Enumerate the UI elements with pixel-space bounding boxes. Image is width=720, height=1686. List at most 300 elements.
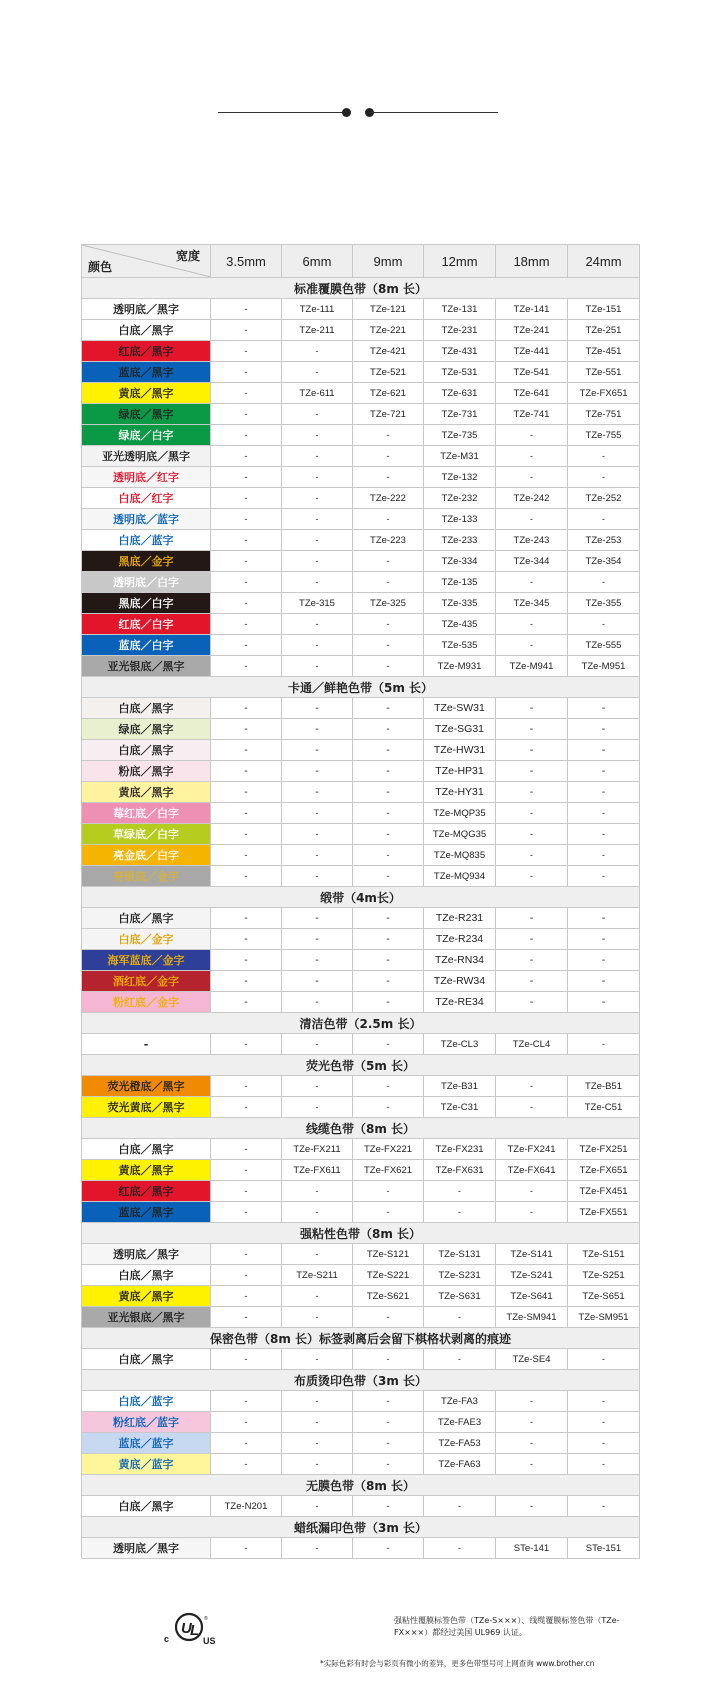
model-cell: - — [211, 929, 282, 950]
model-cell: - — [211, 341, 282, 362]
model-cell: - — [282, 1307, 353, 1328]
model-cell: - — [496, 782, 568, 803]
model-cell: - — [353, 509, 424, 530]
table-row — [82, 404, 640, 425]
model-cell: - — [496, 635, 568, 656]
model-cell: - — [282, 908, 353, 929]
model-cell: TZe-253 — [568, 530, 640, 551]
model-cell: - — [282, 1391, 353, 1412]
model-cell: - — [211, 719, 282, 740]
model-cell: - — [282, 1538, 353, 1559]
table-row — [82, 1139, 640, 1160]
width-label: 宽度 — [175, 249, 200, 263]
table-row — [82, 1160, 640, 1181]
model-cell: - — [211, 614, 282, 635]
model-cell: - — [496, 698, 568, 719]
model-cell: - — [282, 719, 353, 740]
tape-color-label: 酒红底／金字 — [82, 971, 211, 992]
model-cell: TZe-HP31 — [424, 761, 496, 782]
model-cell: - — [353, 1496, 424, 1517]
model-cell: - — [211, 761, 282, 782]
model-cell: TZe-FX621 — [353, 1160, 424, 1181]
model-cell: - — [568, 908, 640, 929]
tape-color-label: 绿底／黑字 — [82, 404, 211, 425]
model-cell: - — [211, 866, 282, 887]
model-cell: TZe-121 — [353, 299, 424, 320]
size-header: 12mm — [424, 245, 496, 278]
model-cell: TZe-S231 — [424, 1265, 496, 1286]
model-cell: TZe-231 — [424, 320, 496, 341]
model-cell: TZe-755 — [568, 425, 640, 446]
model-cell: - — [568, 1454, 640, 1475]
model-cell: - — [211, 1160, 282, 1181]
tape-color-label: 蓝底／蓝字 — [82, 1433, 211, 1454]
svg-text:L: L — [190, 1622, 200, 1639]
tape-color-label: 透明底／蓝字 — [82, 509, 211, 530]
model-cell: TZe-S651 — [568, 1286, 640, 1307]
table-row — [82, 299, 640, 320]
size-header: 9mm — [353, 245, 424, 278]
color-disclaimer-note: *实际色彩有时会与彩页有微小的差异，更多色带型号可上网查询 www.brother.cn — [320, 1659, 595, 1668]
model-cell: - — [353, 1391, 424, 1412]
table-row — [82, 1391, 640, 1412]
table-body — [82, 278, 640, 1559]
model-cell: - — [496, 509, 568, 530]
model-cell: - — [353, 782, 424, 803]
section-title: 保密色带（8m 长）标签剥离后会留下棋格状剥离的痕迹 — [82, 1328, 640, 1349]
model-cell: TZe-S621 — [353, 1286, 424, 1307]
model-cell: TZe-535 — [424, 635, 496, 656]
model-cell: TZe-435 — [424, 614, 496, 635]
model-cell: - — [496, 824, 568, 845]
tape-color-label: 透明底／红字 — [82, 467, 211, 488]
model-cell: TZe-SM941 — [496, 1307, 568, 1328]
tape-color-label: 红底／黑字 — [82, 1181, 211, 1202]
model-cell: - — [496, 425, 568, 446]
model-cell: - — [282, 572, 353, 593]
model-cell: - — [568, 1412, 640, 1433]
tape-color-label: 绿底／黑字 — [82, 719, 211, 740]
model-cell: - — [353, 635, 424, 656]
model-cell: TZe-354 — [568, 551, 640, 572]
tape-color-label: 白底／黑字 — [82, 1496, 211, 1517]
model-cell: - — [211, 1286, 282, 1307]
table-row — [82, 950, 640, 971]
model-cell: TZe-211 — [282, 320, 353, 341]
model-cell: - — [353, 572, 424, 593]
model-cell: TZe-251 — [568, 320, 640, 341]
model-cell: - — [282, 1349, 353, 1370]
table-row — [82, 971, 640, 992]
table-row — [82, 845, 640, 866]
model-cell: TZe-C51 — [568, 1097, 640, 1118]
section-title: 无膜色带（8m 长） — [82, 1475, 640, 1496]
model-cell: - — [568, 803, 640, 824]
model-cell: TZe-325 — [353, 593, 424, 614]
model-cell: - — [568, 866, 640, 887]
model-cell: - — [353, 719, 424, 740]
model-cell: - — [496, 908, 568, 929]
model-cell: - — [568, 845, 640, 866]
model-cell: TZe-MQ835 — [424, 845, 496, 866]
table-row — [82, 383, 640, 404]
model-cell: TZe-222 — [353, 488, 424, 509]
model-cell: TZe-551 — [568, 362, 640, 383]
model-cell: - — [211, 824, 282, 845]
model-cell: - — [353, 1181, 424, 1202]
table-row — [82, 656, 640, 677]
model-cell: TZe-M931 — [424, 656, 496, 677]
tape-color-label: 透明底／白字 — [82, 572, 211, 593]
model-cell: - — [282, 992, 353, 1013]
model-cell: - — [282, 824, 353, 845]
model-cell: - — [211, 425, 282, 446]
model-cell: TZe-FX221 — [353, 1139, 424, 1160]
tape-color-label: 亚光透明底／黑字 — [82, 446, 211, 467]
model-cell: - — [353, 1307, 424, 1328]
model-cell: - — [496, 761, 568, 782]
model-cell: TZe-SG31 — [424, 719, 496, 740]
section-title: 强粘性色带（8m 长） — [82, 1223, 640, 1244]
model-cell: - — [568, 992, 640, 1013]
tape-color-label: 白底／蓝字 — [82, 1391, 211, 1412]
model-cell: - — [353, 1433, 424, 1454]
model-cell: - — [211, 656, 282, 677]
table-row — [82, 1412, 640, 1433]
model-cell: TZe-111 — [282, 299, 353, 320]
model-cell: TZe-345 — [496, 593, 568, 614]
model-cell: - — [282, 551, 353, 572]
model-cell: TZe-HW31 — [424, 740, 496, 761]
model-cell: - — [282, 467, 353, 488]
model-cell: TZe-611 — [282, 383, 353, 404]
section-header-row — [82, 1328, 640, 1349]
size-header: 18mm — [496, 245, 568, 278]
model-cell: TZe-132 — [424, 467, 496, 488]
model-cell: - — [282, 488, 353, 509]
model-cell: - — [282, 1412, 353, 1433]
model-cell: - — [211, 1454, 282, 1475]
tape-color-label: 蓝底／黑字 — [82, 362, 211, 383]
model-cell: TZe-FX651 — [568, 383, 640, 404]
model-cell: TZe-S631 — [424, 1286, 496, 1307]
model-cell: TZe-B51 — [568, 1076, 640, 1097]
model-cell: TZe-151 — [568, 299, 640, 320]
model-cell: - — [211, 992, 282, 1013]
model-cell: - — [568, 1433, 640, 1454]
tape-color-label: 亚光银底／黑字 — [82, 1307, 211, 1328]
model-cell: TZe-S251 — [568, 1265, 640, 1286]
model-cell: - — [496, 446, 568, 467]
section-title: 荧光色带（5m 长） — [82, 1055, 640, 1076]
model-cell: TZe-S641 — [496, 1286, 568, 1307]
model-cell: TZe-FX631 — [424, 1160, 496, 1181]
model-cell: TZe-FX551 — [568, 1202, 640, 1223]
model-cell: - — [353, 1454, 424, 1475]
model-cell: - — [211, 1307, 282, 1328]
model-cell: - — [353, 1076, 424, 1097]
section-title: 缎带（4m长） — [82, 887, 640, 908]
model-cell: TZe-741 — [496, 404, 568, 425]
model-cell: - — [496, 866, 568, 887]
model-cell: - — [496, 992, 568, 1013]
table-row — [82, 509, 640, 530]
table-row — [82, 362, 640, 383]
model-cell: - — [496, 1391, 568, 1412]
model-cell: - — [353, 803, 424, 824]
table-row — [82, 1244, 640, 1265]
model-cell: - — [353, 1034, 424, 1055]
model-cell: TZe-335 — [424, 593, 496, 614]
section-title: 卡通／鲜艳色带（5m 长） — [82, 677, 640, 698]
model-cell: - — [282, 929, 353, 950]
model-cell: - — [568, 1034, 640, 1055]
tape-color-label: 海军蓝底／金字 — [82, 950, 211, 971]
model-cell: TZe-242 — [496, 488, 568, 509]
model-cell: - — [282, 1286, 353, 1307]
model-cell: - — [496, 1202, 568, 1223]
model-cell: - — [211, 551, 282, 572]
table-row — [82, 1349, 640, 1370]
model-cell: TZe-FX451 — [568, 1181, 640, 1202]
table-row — [82, 1076, 640, 1097]
table-row — [82, 1202, 640, 1223]
model-cell: TZe-735 — [424, 425, 496, 446]
model-cell: - — [211, 1538, 282, 1559]
tape-color-label: 白底／金字 — [82, 929, 211, 950]
table-row — [82, 530, 640, 551]
tape-color-label: 蓝底／黑字 — [82, 1202, 211, 1223]
table-row — [82, 803, 640, 824]
model-cell: - — [211, 971, 282, 992]
model-cell: - — [211, 299, 282, 320]
tape-color-label: 透明底／黑字 — [82, 1244, 211, 1265]
model-cell: - — [211, 1034, 282, 1055]
model-cell: - — [496, 1076, 568, 1097]
model-cell: TZe-SE4 — [496, 1349, 568, 1370]
model-cell: TZe-CL3 — [424, 1034, 496, 1055]
model-cell: TZe-FA3 — [424, 1391, 496, 1412]
section-header-row — [82, 1223, 640, 1244]
model-cell: TZe-133 — [424, 509, 496, 530]
table-row — [82, 488, 640, 509]
model-cell: - — [282, 950, 353, 971]
tape-color-label: 白底／蓝字 — [82, 530, 211, 551]
model-cell: TZe-252 — [568, 488, 640, 509]
model-cell: TZe-FX651 — [568, 1160, 640, 1181]
model-cell: TZe-M941 — [496, 656, 568, 677]
section-header-row — [82, 887, 640, 908]
model-cell: TZe-RW34 — [424, 971, 496, 992]
model-cell: TZe-S151 — [568, 1244, 640, 1265]
table-row — [82, 341, 640, 362]
model-cell: - — [211, 509, 282, 530]
section-header-row — [82, 1517, 640, 1538]
tape-color-label: 黄底／黑字 — [82, 1286, 211, 1307]
model-cell: - — [282, 1433, 353, 1454]
table-row — [82, 446, 640, 467]
model-cell: - — [211, 1202, 282, 1223]
model-cell: - — [211, 488, 282, 509]
model-cell: TZe-M31 — [424, 446, 496, 467]
tape-color-label: 透明底／黑字 — [82, 1538, 211, 1559]
model-cell: - — [353, 551, 424, 572]
model-cell: - — [211, 1076, 282, 1097]
model-cell: TZe-FX241 — [496, 1139, 568, 1160]
model-cell: TZe-641 — [496, 383, 568, 404]
model-cell: - — [568, 740, 640, 761]
table-row — [82, 1433, 640, 1454]
model-cell: TZe-FA63 — [424, 1454, 496, 1475]
model-cell: TZe-751 — [568, 404, 640, 425]
tape-color-label: 黄底／蓝字 — [82, 1454, 211, 1475]
table-row — [82, 614, 640, 635]
model-cell: - — [282, 971, 353, 992]
model-cell: - — [353, 698, 424, 719]
model-cell: TZe-135 — [424, 572, 496, 593]
model-cell: - — [211, 845, 282, 866]
model-cell: - — [211, 1139, 282, 1160]
model-cell: TZe-N201 — [211, 1496, 282, 1517]
table-row — [82, 1097, 640, 1118]
model-cell: TZe-315 — [282, 593, 353, 614]
model-cell: - — [211, 383, 282, 404]
table-row — [82, 425, 640, 446]
model-cell: TZe-355 — [568, 593, 640, 614]
model-cell: - — [211, 698, 282, 719]
model-cell: - — [353, 614, 424, 635]
model-cell: - — [211, 320, 282, 341]
svg-text:c: c — [164, 1634, 170, 1644]
model-cell: - — [424, 1496, 496, 1517]
tape-color-label: 透明底／黑字 — [82, 299, 211, 320]
model-cell: - — [496, 1181, 568, 1202]
divider-line-left — [218, 112, 346, 113]
model-cell: TZe-521 — [353, 362, 424, 383]
table-row — [82, 719, 640, 740]
model-cell: TZe-555 — [568, 635, 640, 656]
table-row — [82, 1034, 640, 1055]
model-cell: - — [282, 845, 353, 866]
model-cell: TZe-SW31 — [424, 698, 496, 719]
tape-color-label: 荧光橙底／黑字 — [82, 1076, 211, 1097]
model-cell: TZe-FAE3 — [424, 1412, 496, 1433]
tape-color-label: 亮银底／金字 — [82, 866, 211, 887]
model-cell: TZe-232 — [424, 488, 496, 509]
model-cell: - — [211, 1349, 282, 1370]
model-cell: - — [353, 908, 424, 929]
model-cell: - — [353, 1349, 424, 1370]
model-cell: - — [568, 782, 640, 803]
model-cell: - — [568, 572, 640, 593]
model-cell: - — [282, 362, 353, 383]
model-cell: - — [211, 404, 282, 425]
model-cell: - — [282, 803, 353, 824]
model-cell: - — [353, 992, 424, 1013]
table-row — [82, 1181, 640, 1202]
tape-color-label: 黄底／黑字 — [82, 782, 211, 803]
model-cell: - — [353, 950, 424, 971]
model-cell: - — [211, 1181, 282, 1202]
ul-certification-note: 强粘性覆膜标签色带（TZe-S×××）、线缆覆膜标签色带（TZe-FX×××）都经过美国 UL969 认证。 — [394, 1616, 620, 1637]
model-cell: - — [282, 635, 353, 656]
model-cell: TZe-241 — [496, 320, 568, 341]
model-cell: - — [353, 971, 424, 992]
model-cell: - — [496, 971, 568, 992]
table-row — [82, 320, 640, 341]
tape-color-label: 亮金底／白字 — [82, 845, 211, 866]
model-cell: - — [282, 1454, 353, 1475]
table-row — [82, 1307, 640, 1328]
model-cell: TZe-MQG35 — [424, 824, 496, 845]
model-cell: - — [424, 1202, 496, 1223]
model-cell: - — [282, 740, 353, 761]
tape-color-label: 黑底／白字 — [82, 593, 211, 614]
model-cell: - — [282, 425, 353, 446]
table-row — [82, 593, 640, 614]
model-cell: - — [568, 719, 640, 740]
model-cell: - — [211, 446, 282, 467]
table-row — [82, 782, 640, 803]
model-cell: - — [496, 803, 568, 824]
section-title: 线缆色带（8m 长） — [82, 1118, 640, 1139]
model-cell: - — [353, 740, 424, 761]
model-cell: - — [568, 1349, 640, 1370]
header-corner-cell — [82, 245, 211, 278]
model-cell: TZe-C31 — [424, 1097, 496, 1118]
footer — [160, 1612, 640, 1672]
model-cell: TZe-631 — [424, 383, 496, 404]
model-cell: TZe-S211 — [282, 1265, 353, 1286]
model-cell: - — [282, 1076, 353, 1097]
tape-color-label: 荧光黄底／黑字 — [82, 1097, 211, 1118]
svg-text:US: US — [203, 1636, 216, 1646]
model-cell: TZe-FX251 — [568, 1139, 640, 1160]
model-cell: - — [211, 908, 282, 929]
tape-color-label: 亚光银底／黑字 — [82, 656, 211, 677]
tape-color-label: 黄底／黑字 — [82, 1160, 211, 1181]
model-cell: - — [568, 929, 640, 950]
model-cell: - — [496, 929, 568, 950]
table-row — [82, 929, 640, 950]
section-header-row — [82, 278, 640, 299]
size-header: 6mm — [282, 245, 353, 278]
model-cell: TZe-441 — [496, 341, 568, 362]
color-label: 颜色 — [88, 260, 113, 274]
model-cell: - — [282, 530, 353, 551]
model-cell: TZe-233 — [424, 530, 496, 551]
model-cell: - — [282, 341, 353, 362]
table-row — [82, 551, 640, 572]
model-cell: - — [568, 446, 640, 467]
table-row — [82, 1454, 640, 1475]
model-cell: TZe-721 — [353, 404, 424, 425]
model-cell: - — [282, 1097, 353, 1118]
tape-color-label: 黑底／金字 — [82, 551, 211, 572]
model-cell: - — [496, 614, 568, 635]
model-cell: - — [568, 950, 640, 971]
table-row — [82, 572, 640, 593]
model-cell: TZe-541 — [496, 362, 568, 383]
table-row — [82, 824, 640, 845]
model-cell: TZe-FX211 — [282, 1139, 353, 1160]
tape-color-label: 白底／黑字 — [82, 1139, 211, 1160]
model-cell: STe-141 — [496, 1538, 568, 1559]
model-cell: TZe-221 — [353, 320, 424, 341]
model-cell: - — [282, 446, 353, 467]
model-cell: - — [353, 425, 424, 446]
model-cell: TZe-431 — [424, 341, 496, 362]
